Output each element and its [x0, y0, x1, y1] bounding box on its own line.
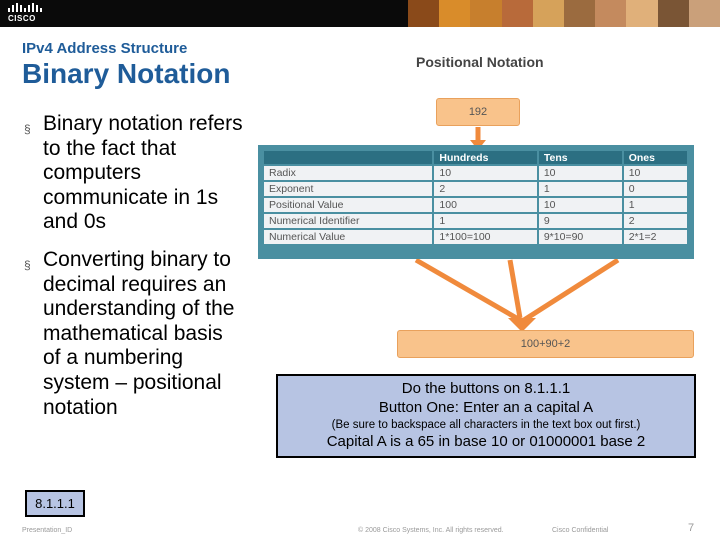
- bullet-text: Converting binary to decimal requires an understanding of the mathematical basis of a numbering system – positional notation: [43, 247, 235, 419]
- table-cell: 10: [539, 198, 622, 212]
- table-header-cell: Ones: [624, 151, 687, 164]
- bullet-icon: §: [24, 257, 31, 272]
- table-cell: 2: [434, 182, 536, 196]
- table-cell: 100: [434, 198, 536, 212]
- banner-photo: [658, 0, 689, 27]
- page-number: 7: [688, 522, 695, 534]
- table-row: [264, 198, 687, 212]
- instruction-note: [276, 374, 696, 458]
- table-cell: 10: [624, 166, 687, 180]
- table-row: [264, 182, 687, 196]
- table-header-cell: [264, 151, 432, 164]
- banner-photo: [564, 0, 595, 27]
- table-cell: 1: [624, 198, 687, 212]
- table-cell: Exponent: [264, 182, 432, 196]
- bullet-item: [24, 248, 244, 420]
- table-header-row: [264, 151, 687, 164]
- arrow-right-line: [524, 260, 618, 320]
- footer-copyright: © 2008 Cisco Systems, Inc. All rights reserved.: [358, 527, 504, 534]
- logo-text: CISCO: [8, 14, 36, 23]
- banner-photo: [689, 0, 720, 27]
- table-cell: 2*1=2: [624, 230, 687, 244]
- banner-photo: [533, 0, 564, 27]
- footer-presentation-id: Presentation_ID: [22, 527, 73, 534]
- arrow-mid-line: [510, 260, 520, 318]
- table-cell: 9*10=90: [539, 230, 622, 244]
- banner-photo: [470, 0, 501, 27]
- slide-title: Binary Notation: [22, 58, 231, 89]
- top-value-box: 192: [436, 98, 520, 126]
- note-line-3: (Be sure to backspace all characters in the text box out first.): [331, 419, 641, 431]
- table-cell: Radix: [264, 166, 432, 180]
- table-cell: Numerical Identifier: [264, 214, 432, 228]
- footer-confidential: Cisco Confidential: [552, 527, 609, 534]
- table-cell: 1*100=100: [434, 230, 536, 244]
- banner-photo: [502, 0, 533, 27]
- table-cell: 1: [539, 182, 622, 196]
- table-header-cell: Tens: [539, 151, 622, 164]
- diagram-heading: Positional Notation: [416, 54, 544, 70]
- table-cell: 9: [539, 214, 622, 228]
- arrow-left-line: [416, 260, 520, 320]
- activity-button[interactable]: 8.1.1.1: [25, 490, 85, 517]
- slide-subtitle: IPv4 Address Structure: [22, 40, 188, 57]
- table-cell: 2: [624, 214, 687, 228]
- result-box: 100+90+2: [397, 330, 694, 358]
- table-row: [264, 230, 687, 244]
- table-cell: 10: [434, 166, 536, 180]
- table-cell: 1: [434, 214, 536, 228]
- banner-photos: [408, 0, 720, 27]
- table-row: [264, 166, 687, 180]
- note-line-2: Button One: Enter an a capital A: [378, 399, 594, 416]
- note-line-4: Capital A is a 65 in base 10 or 01000001 base 2: [326, 433, 646, 450]
- bullet-text: Binary notation refers to the fact that computers communicate in 1s and 0s: [43, 112, 243, 234]
- bullet-list: [24, 112, 244, 433]
- table-cell: Numerical Value: [264, 230, 432, 244]
- bullet-item: [24, 112, 244, 235]
- banner-photo: [408, 0, 439, 27]
- table-header-cell: Hundreds: [434, 151, 536, 164]
- top-banner: [0, 0, 720, 27]
- table-row: [264, 214, 687, 228]
- note-line-1: Do the buttons on 8.1.1.1: [401, 380, 571, 397]
- bullet-icon: §: [24, 122, 31, 136]
- table-cell: 10: [539, 166, 622, 180]
- banner-photo: [595, 0, 626, 27]
- table-cell: Positional Value: [264, 198, 432, 212]
- positional-table: [258, 145, 694, 259]
- cisco-logo: [8, 3, 42, 23]
- table-cell: 0: [624, 182, 687, 196]
- banner-photo: [626, 0, 657, 27]
- banner-photo: [439, 0, 470, 27]
